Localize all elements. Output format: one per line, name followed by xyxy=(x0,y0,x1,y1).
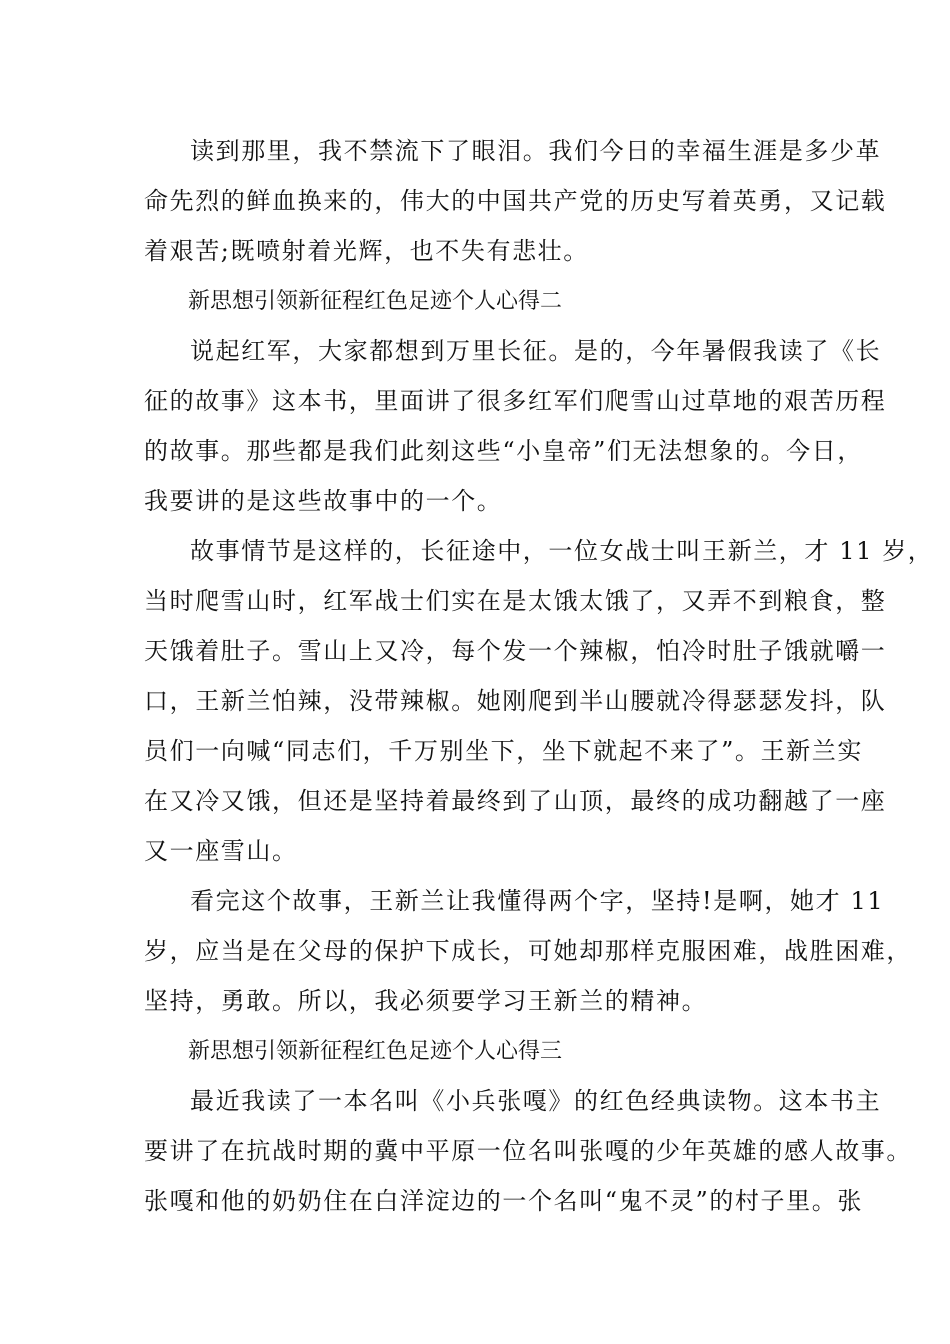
paragraph-5-line-3: 张嘎和他的奶奶住在白洋淀边的一个名叫“鬼不灵”的村子里。张 xyxy=(144,1187,863,1215)
paragraph-1-line-1: 读到那里，我不禁流下了眼泪。我们今日的幸福生涯是多少革 xyxy=(190,137,882,165)
paragraph-1-line-2: 命先烈的鲜血换来的，伟大的中国共产党的历史写着英勇，又记载 xyxy=(144,187,887,215)
paragraph-3-line-1: 故事情节是这样的，长征途中，一位女战士叫王新兰，才 11 岁， xyxy=(190,537,934,565)
paragraph-4-line-2: 岁，应当是在父母的保护下成长，可她却那样克服困难，战胜困难， xyxy=(144,937,912,965)
paragraph-5-line-2: 要讲了在抗战时期的冀中平原一位名叫张嘎的少年英雄的感人故事。 xyxy=(144,1137,912,1165)
paragraph-3-line-2: 当时爬雪山时，红军战士们实在是太饿太饿了，又弄不到粮食，整 xyxy=(144,587,887,615)
paragraph-2-line-2: 征的故事》这本书，里面讲了很多红军们爬雪山过草地的艰苦历程 xyxy=(144,387,887,415)
paragraph-4-line-3: 坚持，勇敢。所以，我必须要学习王新兰的精神。 xyxy=(144,987,708,1015)
paragraph-3-line-4: 口，王新兰怕辣，没带辣椒。她刚爬到半山腰就冷得瑟瑟发抖，队 xyxy=(144,687,887,715)
paragraph-4-line-1: 看完这个故事，王新兰让我懂得两个字，坚持!是啊，她才 11 xyxy=(190,887,885,915)
paragraph-2-line-4: 我要讲的是这些故事中的一个。 xyxy=(144,487,503,515)
section-heading-2: 新思想引领新征程红色足迹个人心得二 xyxy=(188,289,563,314)
paragraph-3-line-3: 天饿着肚子。雪山上又冷，每个发一个辣椒，怕冷时肚子饿就嚼一 xyxy=(144,637,887,665)
paragraph-5-line-1: 最近我读了一本名叫《小兵张嘎》的红色经典读物。这本书主 xyxy=(190,1087,882,1115)
section-heading-3: 新思想引领新征程红色足迹个人心得三 xyxy=(188,1039,563,1064)
paragraph-3-line-6: 在又冷又饿，但还是坚持着最终到了山顶，最终的成功翻越了一座 xyxy=(144,787,887,815)
paragraph-2-line-3: 的故事。那些都是我们此刻这些“小皇帝”们无法想象的。今日， xyxy=(144,437,863,465)
paragraph-1-line-3: 着艰苦;既喷射着光辉，也不失有悲壮。 xyxy=(144,237,589,265)
paragraph-3-line-7: 又一座雪山。 xyxy=(144,837,298,865)
paragraph-3-line-5: 员们一向喊“同志们，千万别坐下，坐下就起不来了”。王新兰实 xyxy=(144,737,863,765)
paragraph-2-line-1: 说起红军，大家都想到万里长征。是的，今年暑假我读了《长 xyxy=(190,337,882,365)
